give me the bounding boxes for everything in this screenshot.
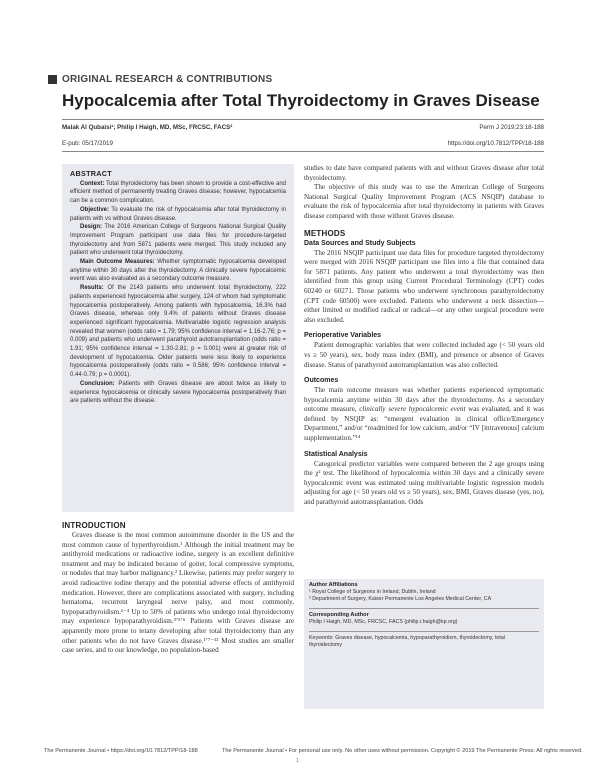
affiliations-heading: Author Affiliations — [309, 582, 358, 588]
abstract-results: Results: Of the 2143 patients who underwent total thyroidectomy, 222 patients experienced hypocalcemia after surgery, 124 of whom had symptomatic hypocalcemia postoperatively. Among patients with hypocalcemia, 16.3% had Graves disease, whereas only 9.4% of patients without Graves disease experienced significant hypocalcemia. Multivariable logistic regression analysis revealed that women (odds ratio = 1.79; 95% confidence interval = 1.16-2.76; p = 0.009) and patients who underwent parathyroid autotransplantation (odds ratio = 1.91; 95% confidence interval = 1.30-2.81; p = 0.001) were at greater risk of development of hypocalcemia. Older patients were less likely to experience hypocalcemia postoperatively (odds ratio = 0.586; 95% confidence interval = 0.44-0.79; p = 0.0001). — [70, 285, 286, 379]
abstract-context: Context: Total thyroidectomy has been shown to provide a cost-effective and efficient method of permanently treating Graves disease; however, hypocalcemia can be a common complication. — [70, 180, 286, 205]
abstract-outcome: Main Outcome Measures: Whether symptomatic hypocalcemia developed anytime within 30 days after the thyroidectomy. A clinically severe hypocalcemic event was also evaluated as a secondary outcome measure. — [70, 259, 286, 283]
sub-statistical: Statistical Analysis — [304, 450, 368, 458]
abstract-heading: ABSTRACT — [70, 169, 112, 178]
section-square-icon — [48, 75, 57, 84]
section-label-text: ORIGINAL RESEARCH & CONTRIBUTIONS — [62, 74, 273, 85]
authors: Malak Al Qubaisi¹; Philip I Haigh, MD, MSc, FRCSC, FACS² — [62, 124, 233, 131]
methods-heading: METHODS — [304, 228, 346, 238]
right-column — [304, 164, 544, 508]
citation: Perm J 2019;23:18-188 — [479, 124, 544, 131]
statistical-text: Categorical predictor variables were compared between the 2 age groups using the χ² test. The likelihood of hypocalcemia within 30 days and a clinically severe hypocalcemic event was estimated using multivariable logistic regression models adjusting for age (< 50 years old vs ≥ 50 years), sex, BMI, Graves disease (yes, no), and parathyroid autotransplantation. Odds — [304, 459, 544, 507]
introduction-heading: INTRODUCTION — [62, 521, 126, 530]
outcomes-text: The main outcome measure was whether patients experienced symptomatic hypocalcemia anytime within 30 days after the thyroidectomy. As a secondary outcome measure, clinically severe hypocalcemic event was evaluated, and it was defined by NSQIP as: “emergent evaluation in clinical office/Emergency Department,” and/or “readmitted for low calcium, and/or “IV [intravenous] calcium supplementation.”¹⁴ — [304, 386, 544, 443]
abstract-objective: Objective: To evaluate the risk of hypocalcemia after total thyroidectomy in patients with vs without Graves disease. — [70, 206, 286, 222]
introduction-text: Graves disease is the most common autoimmune disorder in the US and the most common cause of hyperthyroidism.¹ Although the initial treatment may be antithyroid medications or radioactive iodine, surgery is an excellent definitive treatment and may be indicated because of goiter, local compressive symptoms, or nodules that may harbor malignancy.² Likewise, patients may prefer surgery to avoid radioactive iodine therapy and the potential adverse effects of antithyroid medication. However, there are complications associated with surgery, including hematoma, recurrent laryngeal nerve palsy, and most commonly, hypoparathyroidism.²⁻⁴ Up to 50% of patients who undergo total thyroidectomy may experience hypoparathyroidism.³ʼ⁵ʼ⁶ Patients with Graves disease are apparently more prone to tetany developing after total thyroidectomy than any other patients who do not have Graves disease.¹ʼ⁷⁻¹³ Most studies are smaller case series, and to our knowledge, no population-based — [62, 531, 294, 655]
corresponding-heading: Corresponding Author — [309, 612, 369, 618]
page-number: 1 — [296, 758, 299, 764]
corresponding-author: Philip I Haigh, MD, MSc, FRCSC, FACS (philip.i.haigh@kp.org) — [309, 619, 458, 625]
doi-link[interactable]: https://doi.org/10.7812/TPP/18-188 — [447, 140, 544, 147]
right-para-2: The objective of this study was to use the American College of Surgeons National Surgical Quality Improvement Program (ACS NSQIP) database to evaluate the risk of hypocalcemia after total thyroidectomy in patients with Graves disease compared with those without Graves disease. — [304, 183, 544, 220]
sub-perioperative: Perioperative Variables — [304, 332, 382, 340]
title-rule — [62, 119, 544, 120]
abstract-conclusion: Conclusion: Patients with Graves disease are about twice as likely to experience hypocalcemia or clinically severe hypocalcemia postoperatively than are patients without the disease. — [70, 380, 286, 405]
keywords: Keywords: Graves disease, hypocalcemia, hypoparathyroidism, thyroidectomy, total thyroidectomy — [309, 635, 505, 648]
affiliations-box — [304, 579, 544, 709]
epub-date: E-pub: 05/17/2019 — [62, 140, 113, 147]
introduction-section — [62, 521, 294, 656]
section-label — [48, 74, 272, 85]
affiliation-1: ¹ Royal College of Surgeons in Ireland, Dublin, Ireland — [309, 589, 436, 595]
perioperative-text: Patient demographic variables that were collected included age (< 50 years old vs ≥ 50 years), sex, body mass index (BMI), and presence or absence of Graves disease. Status of parathyroid autotransplantation was also collected. — [304, 341, 544, 369]
sub-data-sources: Data Sources and Study Subjects — [304, 239, 416, 247]
sub-outcomes: Outcomes — [304, 377, 339, 385]
right-para-1: studies to date have compared patients with and without Graves disease after total thyroidectomy. — [304, 164, 544, 182]
meta-rule — [62, 151, 544, 152]
article-title: Hypocalcemia after Total Thyroidectomy in Graves Disease — [62, 91, 540, 110]
affiliation-2: ² Department of Surgery, Kaiser Permanente Los Angeles Medical Center, CA — [309, 596, 492, 602]
data-sources-text: The 2016 NSQIP participant use data files for procedure targeted thyroidectomy were merged with 2016 NSQIP participant use files into a file that contained data for 5871 patients. Any patient who underwent a total thyroidectomy was then identified from this group using Current Procedural Terminology (CPT) codes 60240 or 60271. Those patients who underwent synchronous parathyroidectomy (CPT code 60500) were excluded. Patients who underwent a neck dissection—either limited or modified radical or radical—or any other surgical procedure were also excluded. — [304, 248, 544, 324]
footer-left: The Permanente Journal • https://doi.org/10.7812/TPP/18-188 — [44, 748, 198, 754]
abstract-design: Design: The 2016 American College of Surgeons National Surgical Quality Improvement Program participant use data files for procedure-targeted thyroidectomy and from 5871 patients were merged. This study included any patient who underwent total thyroidectomy. — [70, 224, 286, 257]
footer-right: The Permanente Journal • For personal use only. No other uses without permission. Copyright © 2019 The Permanente Press. All rights reserved. — [222, 748, 583, 754]
abstract-box — [62, 164, 294, 512]
